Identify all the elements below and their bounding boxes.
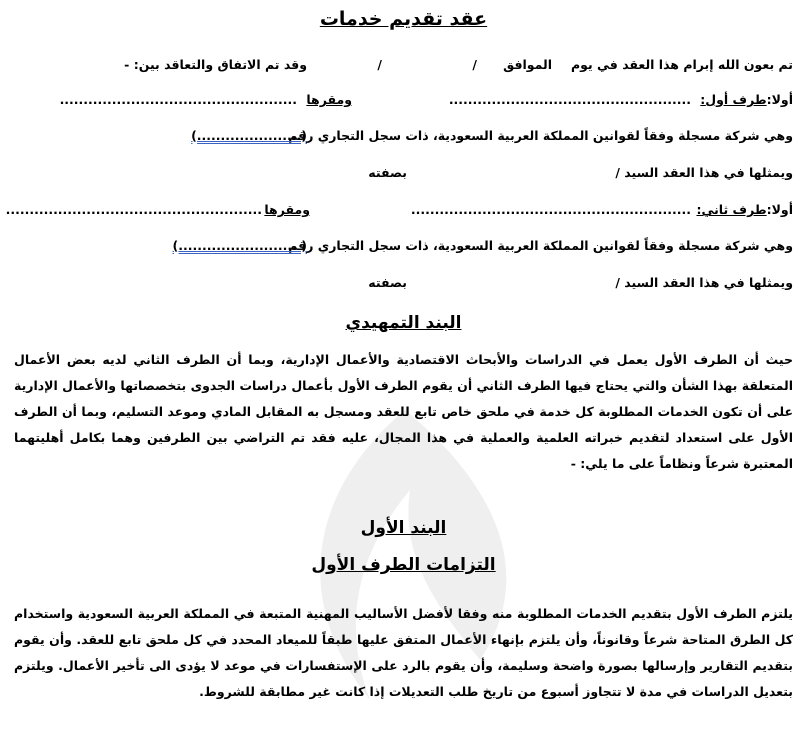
clause1-paragraph: يلتزم الطرف الأول بتقديم الخدمات المطلوبة منه وفقا لأفضل الأساليب المهنية المتبعة في المملكة العربية السعودية واستخدام كل الطرق المتاحة شرعاً وقانوناً، وأن يلتزم بإنهاء الأعمال المتفق عليها طبقاً للميعاد المحدد في كل ملحق تابع للعقد. وأن يقوم بتقديم التقارير وإرسالها بصورة واضحة وسليمة، وأن يقوم بالرد على الإستفسارات في موعد لا يؤدى الى تأخير الأعمال. ويلتزم بتعديل الدراسات في مدة لا تتجاوز أسبوع من تاريخ طلب التعديلات إذا كانت غير مطابقة للشروط. [14,606,793,699]
intro-slash-1: / [472,57,477,72]
party2-hq-label: ومقرها [264,202,310,217]
clause1-subheading: التزامات الطرف الأول [311,555,496,575]
preamble-paragraph: حيث أن الطرف الأول يعمل في الدراسات والأبحاث الاقتصادية والأعمال الإدارية، وبما أن الطرف الثاني لديه بعض الأعمال المتعلقة بهذا الشأن والتي يحتاج فيها الطرف الثاني أن يقوم الطرف الأول بأعمال دراسات الجدوى بتخصصاتها والأعمال الإدارية على أن تكون الخدمات المطلوبة كل خدمة في ملحق خاص تابع للعقد ومسجل به المقابل المادي وموعد التسليم، وبما أن الطرف الأول على استعداد لتقديم خبراته العلمية والعملية في هذا المجال، عليه فقد تم التراضي بين الطرفين وهما بكامل أهليتهما المعتبرة شرعاً ونظاماً على ما يلي: - [14,352,793,471]
party2-registration-number: ( .........................) [172,238,307,253]
party1-representative: ويمثلها في هذا العقد السيد / [615,165,793,180]
party2-registration-text: وهي شركة مسجلة وفقاً لقوانين المملكة العربية السعودية، ذات سجل التجاري رقم [288,238,793,253]
party1-name-dots: ................................................... [448,92,691,107]
intro-slash-2: / [377,57,382,72]
page-title: عقد تقديم خدمات [319,8,488,30]
party2-name-dots: ........................................................... [410,202,691,217]
party1-registration-text: وهي شركة مسجلة وفقاً لقوانين المملكة العربية السعودية، ذات سجل التجاري رقم [288,128,793,143]
party2-hq-dots: ...................................................... [5,202,262,217]
intro-start: تم بعون الله إبرام هذا العقد في يوم [570,57,793,72]
party1-hq-dots: .................................................. [59,92,297,107]
clause1-heading: البند الأول [360,518,447,538]
intro-agreed: الموافق [503,57,552,72]
party2-capacity: بصفته [368,275,407,290]
intro-end: وقد تم الاتفاق والتعاقد بين: - [124,57,307,72]
party2-representative: ويمثلها في هذا العقد السيد / [615,275,793,290]
party2-label: أولا:طرف ثاني: [696,202,793,217]
party1-hq-label: ومقرها [306,92,352,107]
party1-registration-number: (......................) [191,128,307,143]
party1-capacity: بصفته [368,165,407,180]
party1-label: أولا:طرف أول: [700,92,793,107]
preamble-heading: البند التمهيدي [345,313,462,333]
